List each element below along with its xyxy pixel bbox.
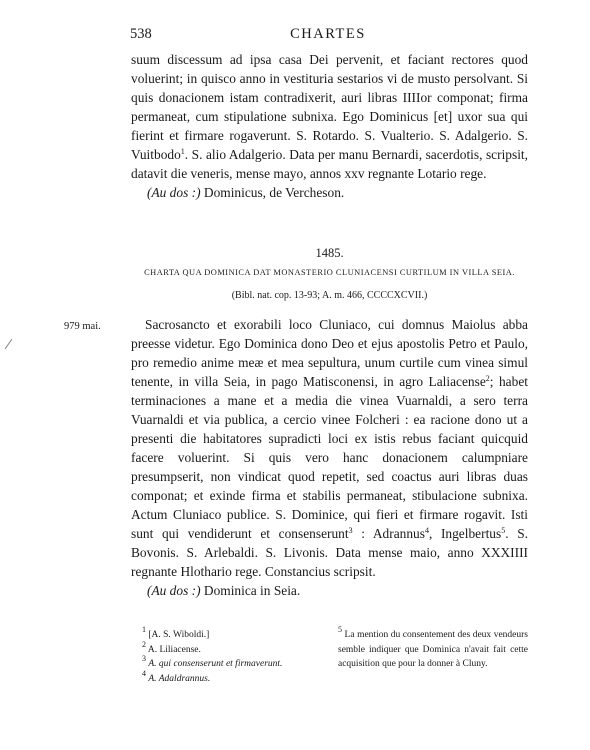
charter-text-1: Sacrosancto et exorabili loco Cluniaco, cui domnus Maiolus abba preesse videtur. Ego Dominica dono Deo et ejus apostolis Petro et Paulo, pro remedio anime meæ et mea sepultura, unum curtile cum vinea simul tenente, in villa Seia, in pago Matisconensi, in agro Laliacense	[131, 317, 528, 389]
paragraph-text: suum discessum ad ipsa casa Dei pervenit, et faciant rectores quod voluerint; in quisco anno in vestituria sestarios vi de musto persolvant. Si quis donacionem istam contradixerit, auri libras IIIIor componat; firma permaneat, cum stipulatione subnixa. Ego Dominicus [et] uxor sua qui fierint et firmare rogaverunt. S. Rotardo. S. Vualterio. S. Adalgerio. S. Vuitbodo	[131, 52, 528, 162]
footnote-number: 1	[142, 625, 146, 634]
footnote-text: A. qui consenserunt et firmaverunt.	[148, 659, 283, 669]
charter-paragraph	[131, 315, 528, 581]
footnote-number: 5	[338, 625, 342, 634]
continued-charter-text	[131, 50, 528, 202]
endorsement-line	[131, 183, 528, 202]
page-header	[128, 26, 528, 46]
charter-number: 1485.	[315, 246, 344, 260]
footnote-text: [A. S. Wiboldi.]	[148, 630, 210, 640]
paragraph-text-end: . S. alio Adalgerio. Data per manu Bernardi, sacerdotis, scripsit, datavit die veneris, mense mayo, annos xxv regnante Lotario rege.	[131, 147, 528, 181]
charter-text-4: , Ingelbertus	[428, 526, 502, 541]
footnote-5	[338, 625, 529, 672]
footnote-number: 4	[142, 668, 146, 678]
endorsement-text: Dominicus, de Vercheson.	[200, 185, 345, 200]
charter-title: CHARTA QUA DOMINICA DAT MONASTERIO CLUNIACENSI CURTILUM IN VILLA SEIA.	[144, 268, 515, 277]
footnote-ref-4: 4	[424, 526, 429, 535]
footnote-1	[142, 625, 312, 643]
page-number: 538	[130, 26, 152, 42]
charter-text-2: ; habet terminaciones a mane et a media die vinea Vuarnaldi, a sero terra Vuarnaldi et via publica, a cercio vinee Folcheri : ea racione dono ut a presenti die habitatores supradicti loci ex istis rebus faciant quicquid facere voluerint. Si quis vero hanc donacionem calumpniare presumpserit, non vindicat quod repetit, sed coactus auri libras duas componat; et exinde firma et stabilis permaneat, stibulacione subnixa. Actum Cluniaco publice. S. Dominice, qui fieri et firmare rogavit. Isti sunt qui vendiderunt et consenserunt	[131, 374, 528, 541]
footnote-3	[142, 654, 312, 672]
footnote-text: A. Liliacense.	[147, 644, 201, 655]
margin-date: 979 mai.	[64, 321, 101, 332]
endorsement-line	[131, 581, 528, 600]
charter-source: (Bibl. nat. cop. 13-93; A. m. 466, CCCCXCVII.)	[231, 290, 428, 301]
footnote-ref-3: 3	[348, 526, 353, 535]
footnote-number: 3	[142, 654, 146, 663]
footnote-text: La mention du consentement des deux vendeurs semble indiquer que Dominica n'avait fait cette acquisition que pour la donner à Cluny.	[338, 630, 529, 669]
margin-pencil-mark	[5, 339, 13, 349]
endorsement-text: Dominica in Seia.	[200, 583, 301, 598]
running-title: CHARTES	[290, 26, 366, 42]
charter-text-5: . S. Bovonis. S. Arlebaldi. S. Livonis. Data mense maio, anno XXXIIII regnante Hlothario rege. Constancius scripsit.	[131, 526, 528, 579]
endorsement-label: (Au dos :)	[147, 185, 201, 200]
charter-text-3: : Adrannus	[352, 526, 425, 541]
footnote-text: A. Adaldrannus.	[148, 673, 211, 684]
footnote-ref-5: 5	[501, 526, 506, 535]
footnote-number: 2	[142, 639, 146, 649]
endorsement-label: (Au dos :)	[147, 583, 201, 598]
continued-paragraph	[131, 50, 528, 183]
footnotes-left	[142, 625, 312, 686]
footnote-4	[142, 668, 312, 687]
footnote-ref-2: 2	[485, 374, 490, 383]
footnote-ref: 1	[180, 147, 185, 156]
footnote-2	[142, 639, 312, 658]
charter-body	[131, 315, 528, 600]
